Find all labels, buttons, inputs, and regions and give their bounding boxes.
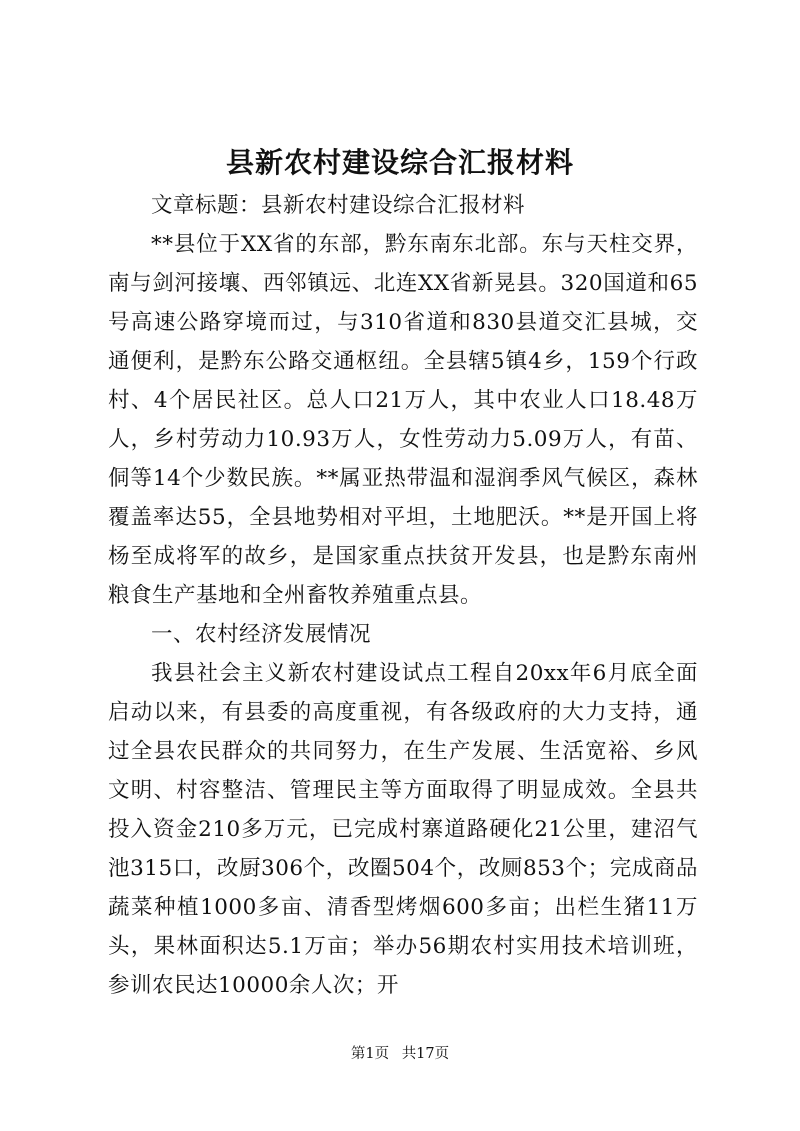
document-title: 县新农村建设综合汇报材料 [225,146,574,179]
article-title-line: 文章标题：县新农村建设综合汇报材料 [151,193,526,218]
intro-paragraph: **县位于XX省的东部，黔东南东北部。东与天柱交界，南与剑河接壤、西邻镇远、北连XX省新晃县。320国道和65号高速公路穿境而过，与310省道和830县道交汇县城，交通便利，是黔东公路交通枢纽。全县辖5镇4乡，159个行政村、4个居民社区。总人口21万人，其中农业人口18.48万人，乡村劳动力10.93万人，女性劳动力5.09万人，有苗、侗等14个少数民族。**属亚热带温和湿润季风气候区，森林覆盖率达55，全县地势相对平坦，土地肥沃。**是开国上将杨至成将军的故乡，是国家重点扶贫开发县，也是黔东南州粮食生产基地和全州畜牧养殖重点县。 [108,232,698,608]
economy-paragraph: 我县社会主义新农村建设试点工程自20xx年6月底全面启动以来，有县委的高度重视，有各级政府的大力支持，通过全县农民群众的共同努力，在生产发展、生活宽裕、乡风文明、村容整洁、管理民主等方面取得了明显成效。全县共投入资金210多万元，已完成村寨道路硬化21公里，建沼气池315口，改厨306个，改圈504个，改厕853个；完成商品蔬菜种植1000多亩、清香型烤烟600多亩；出栏生猪11万头，果林面积达5.1万亩；举办56期农村实用技术培训班，参训农民达10000余人次；开 [108,661,698,998]
page-number: 第1页 [350,1046,390,1062]
section-heading: 一、农村经济发展情况 [151,622,372,647]
document-body [108,186,698,1005]
page-total: 共17页 [401,1046,450,1062]
page-footer [0,1042,800,1066]
